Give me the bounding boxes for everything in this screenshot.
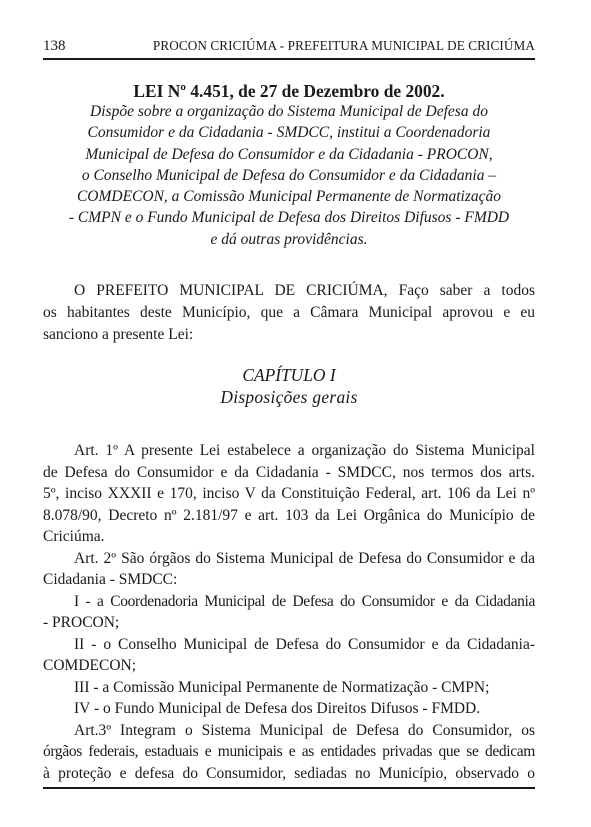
preamble (43, 280, 535, 346)
running-title: PROCON CRICIÚMA - PREFEITURA MUNICIPAL DE CRICIÚMA (152, 38, 535, 53)
page-number: 138 (43, 38, 66, 54)
article-line: Art. 2º São órgãos do Sistema Municipal de Defesa do Consumidor e da (74, 549, 535, 567)
ementa-line: Consumidor e da Cidadania - SMDCC, institui a Coordenadoria (87, 124, 491, 142)
article-line: I - a Coordenadoria Municipal de Defesa do Consumidor e da Cidadania (74, 592, 535, 610)
article-line: à proteção e defesa do Consumidor, sediadas no Município, observado o (43, 764, 535, 782)
chapter-number: CAPÍTULO I (242, 365, 336, 386)
article-line: Criciúma. (43, 528, 105, 546)
preamble-line: O PREFEITO MUNICIPAL DE CRICIÚMA, Faço saber a todos (74, 282, 535, 300)
ementa-line: Municipal de Defesa do Consumidor e da Cidadania - PROCON, (85, 145, 493, 163)
article-line: 8.078/90, Decreto nº 2.181/97 e art. 103 da Lei Orgânica do Município de (43, 506, 535, 524)
ementa-line: e dá outras providências. (210, 230, 368, 248)
running-header (43, 38, 535, 56)
article-line: Art. 1º A presente Lei estabelece a organização do Sistema Municipal (74, 442, 535, 460)
article-line: II - o Conselho Municipal de Defesa do Consumidor e da Cidadania- (74, 635, 535, 653)
article-line: Cidadania - SMDCC: (43, 571, 178, 589)
preamble-line: os habitantes deste Município, que a Câmara Municipal aprovou e eu (43, 304, 535, 322)
chapter-name: Disposições gerais (220, 386, 358, 407)
ementa-line: o Conselho Municipal de Defesa do Consumidor e da Cidadania – (81, 166, 497, 184)
chapter-heading (43, 365, 535, 408)
header-rule (43, 58, 535, 60)
article-line: 5º, inciso XXXII e 170, inciso V da Constituição Federal, art. 106 da Lei nº (43, 485, 535, 503)
article-line: III - a Comissão Municipal Permanente de Normatização - CMPN; (74, 678, 490, 696)
ementa-line: - CMPN e o Fundo Municipal de Defesa dos Direitos Difusos - FMDD (68, 209, 510, 227)
article-line: Art.3º Integram o Sistema Municipal de Defesa do Consumidor, os (74, 721, 535, 739)
document-page (43, 38, 535, 784)
law-ementa (43, 101, 535, 250)
articles-body (43, 440, 535, 784)
article-line: IV - o Fundo Municipal de Defesa dos Direitos Difusos - FMDD. (74, 700, 481, 718)
ementa-line: COMDECON, a Comissão Municipal Permanente de Normatização (76, 188, 502, 206)
footer-rule (43, 787, 535, 789)
ementa-line: Dispõe sobre a organização do Sistema Municipal de Defesa do (90, 103, 488, 120)
article-line: - PROCON; (43, 614, 120, 632)
article-line: órgãos federais, estaduais e municipais e as entidades privadas que se dedicam (43, 743, 535, 761)
article-line: de Defesa do Consumidor e da Cidadania - SMDCC, nos termos dos arts. (43, 463, 535, 481)
law-title: LEI Nº 4.451, de 27 de Dezembro de 2002. (133, 81, 445, 101)
preamble-line: sanciono a presente Lei: (43, 326, 194, 344)
article-line: COMDECON; (43, 657, 137, 675)
